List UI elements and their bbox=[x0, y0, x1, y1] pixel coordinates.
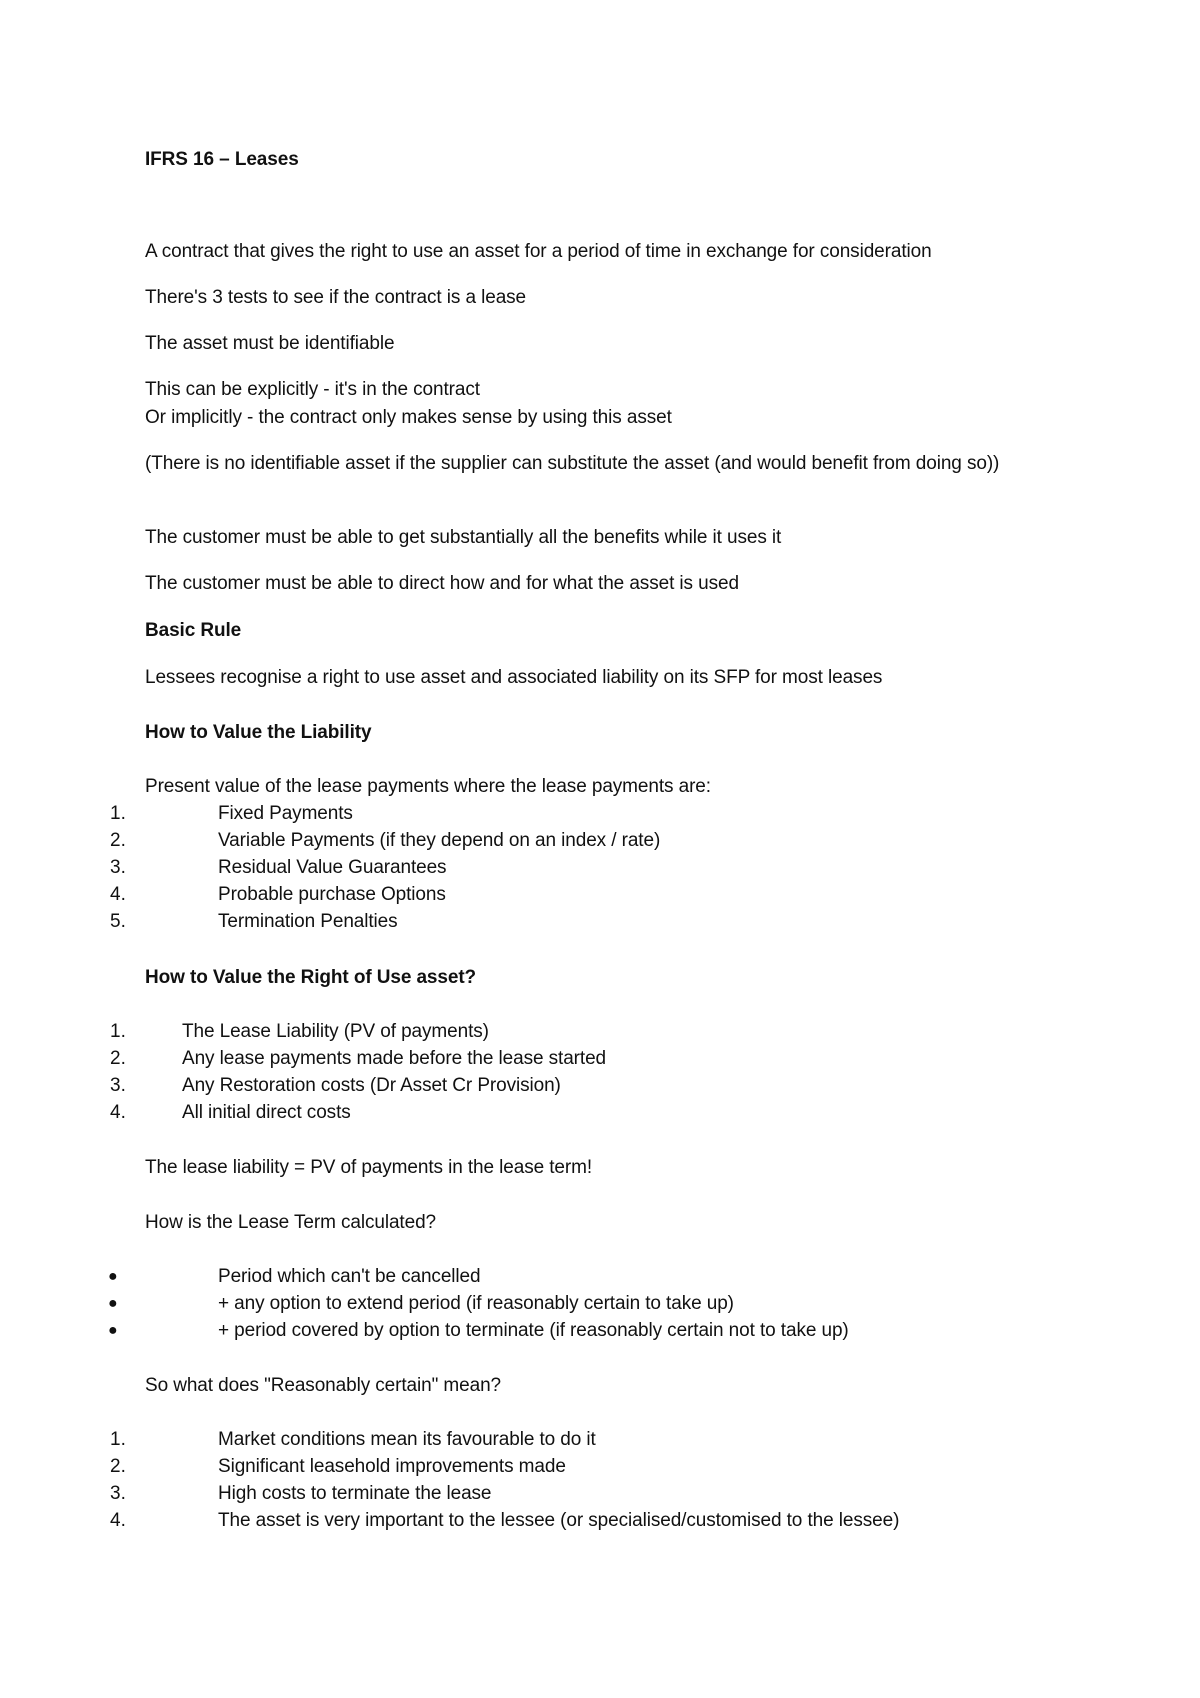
reasonably-certain-heading: So what does "Reasonably certain" mean? bbox=[145, 1375, 502, 1396]
list-number: 4. bbox=[110, 1510, 126, 1531]
definition-text: A contract that gives the right to use an asset for a period of time in exchange for consideration bbox=[145, 241, 932, 262]
list-number: 2. bbox=[110, 830, 126, 851]
list-number: 4. bbox=[110, 884, 126, 905]
list-number: 3. bbox=[110, 857, 126, 878]
list-item: All initial direct costs bbox=[182, 1102, 351, 1123]
bullet-item: + any option to extend period (if reasonably certain to take up) bbox=[218, 1293, 734, 1314]
list-item: Any lease payments made before the lease started bbox=[182, 1048, 607, 1069]
list-item: Significant leasehold improvements made bbox=[218, 1456, 566, 1477]
implicitly-text: Or implicitly - the contract only makes sense by using this asset bbox=[145, 407, 672, 428]
bullet-icon: ● bbox=[108, 1268, 118, 1285]
right-of-use-heading: How to Value the Right of Use asset? bbox=[145, 967, 477, 988]
liability-heading: How to Value the Liability bbox=[145, 722, 372, 743]
list-number: 1. bbox=[110, 1429, 126, 1450]
bullet-item: Period which can't be cancelled bbox=[218, 1266, 481, 1287]
list-number: 1. bbox=[110, 803, 126, 824]
lease-term-heading: How is the Lease Term calculated? bbox=[145, 1212, 437, 1233]
lease-liability-note: The lease liability = PV of payments in the lease term! bbox=[145, 1157, 593, 1178]
list-number: 4. bbox=[110, 1102, 126, 1123]
list-item: The asset is very important to the lessee (or specialised/customised to the lessee) bbox=[218, 1510, 900, 1531]
liability-lead: Present value of the lease payments where the lease payments are: bbox=[145, 776, 711, 797]
list-number: 2. bbox=[110, 1048, 126, 1069]
list-item: Any Restoration costs (Dr Asset Cr Provision) bbox=[182, 1075, 561, 1096]
bullet-icon: ● bbox=[108, 1322, 118, 1339]
list-item: Residual Value Guarantees bbox=[218, 857, 447, 878]
list-item: Fixed Payments bbox=[218, 803, 353, 824]
direct-use-text: The customer must be able to direct how and for what the asset is used bbox=[145, 573, 739, 594]
page-title: IFRS 16 – Leases bbox=[145, 149, 299, 170]
list-number: 1. bbox=[110, 1021, 126, 1042]
list-item: Variable Payments (if they depend on an index / rate) bbox=[218, 830, 661, 851]
bullet-item: + period covered by option to terminate (if reasonably certain not to take up) bbox=[218, 1320, 849, 1341]
basic-rule-heading: Basic Rule bbox=[145, 620, 242, 641]
list-item: Termination Penalties bbox=[218, 911, 398, 932]
list-item: Probable purchase Options bbox=[218, 884, 446, 905]
substitution-note: (There is no identifiable asset if the supplier can substitute the asset (and would benefit from doing so)) bbox=[145, 453, 1000, 474]
explicitly-text: This can be explicitly - it's in the contract bbox=[145, 379, 480, 400]
list-number: 2. bbox=[110, 1456, 126, 1477]
list-item: High costs to terminate the lease bbox=[218, 1483, 492, 1504]
list-number: 3. bbox=[110, 1075, 126, 1096]
list-item: The Lease Liability (PV of payments) bbox=[182, 1021, 489, 1042]
list-item: Market conditions mean its favourable to do it bbox=[218, 1429, 596, 1450]
basic-rule-text: Lessees recognise a right to use asset and associated liability on its SFP for most leases bbox=[145, 667, 883, 688]
benefits-text: The customer must be able to get substantially all the benefits while it uses it bbox=[145, 527, 782, 548]
list-number: 5. bbox=[110, 911, 126, 932]
identifiable-text: The asset must be identifiable bbox=[145, 333, 395, 354]
three-tests-text: There's 3 tests to see if the contract is a lease bbox=[145, 287, 527, 308]
list-number: 3. bbox=[110, 1483, 126, 1504]
bullet-icon: ● bbox=[108, 1295, 118, 1312]
